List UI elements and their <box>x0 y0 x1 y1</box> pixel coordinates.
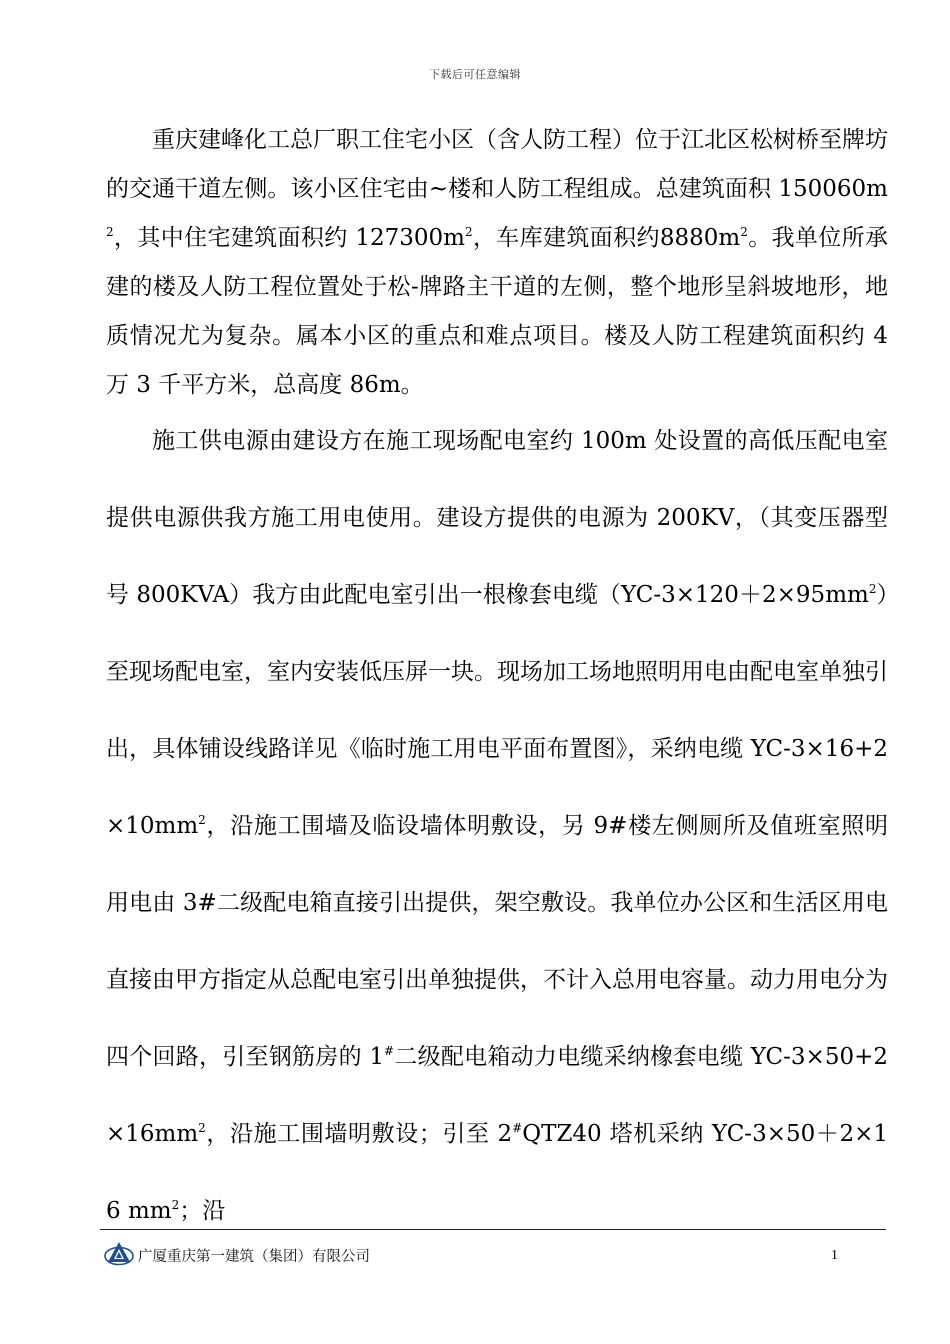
text-run: ；沿 <box>179 1198 226 1224</box>
paragraph-text <box>106 403 888 1250</box>
text-run: ，沿施工围墙及临设墙体明敷设，另 9#楼左侧厕所及值班室照明用电由 3#二级配电箱直接引出提供，架空敷设。我单位办公区和生活区用电直接由甲方指定从总配电室引出单独提供，不计入总用电容量。动力用电分为四个回路，引至钢筋房的 1 <box>106 813 888 1070</box>
text-run: 。我单位所承建的楼及人防工程位置处于松-牌路主干道的左侧，整个地形呈斜坡地形，地质情况尤为复杂。属本小区的重点和难点项目。楼及人防工程建筑面积约 4 万 3 千平方米，总高度 86m。 <box>106 225 889 398</box>
text-run: QTZ40 塔机采纳 YC-3×50＋2×16 mm <box>106 1121 888 1224</box>
superscript: 2 <box>464 225 473 239</box>
text-run: ，沿施工围墙明敷设；引至 2 <box>205 1121 513 1147</box>
text-run: 重庆建峰化工总厂职工住宅小区（含人防工程）位于江北区松树桥至牌坊的交通干道左侧。该小区住宅由~楼和人防工程组成。总建筑面积 150060m <box>106 127 888 202</box>
superscript: # <box>512 1121 523 1135</box>
triangle-mountain-logo-icon <box>104 1240 134 1266</box>
paragraph-text <box>106 116 888 410</box>
company-name: 广厦重庆第一建筑（集团）有限公司 <box>138 1249 370 1265</box>
paragraph-project-overview <box>106 116 888 410</box>
paragraph-power-supply <box>106 403 888 1250</box>
superscript: 2 <box>171 1198 180 1212</box>
superscript: 2 <box>198 813 206 827</box>
text-run: ，车库建筑面积约8880m <box>472 225 741 251</box>
text-run: ，其中住宅建筑面积约 127300m <box>113 225 465 251</box>
superscript: 2 <box>106 225 114 239</box>
page-footer <box>104 1240 890 1270</box>
text-run: 二级配电箱动力电缆采纳橡套电缆 YC-3×50+2×16mm <box>106 1044 888 1147</box>
footer-divider <box>100 1229 886 1230</box>
text-run: 施工供电源由建设方在施工现场配电室约 100m 处设置的高低压配电室提供电源供我方施工用电使用。建设方提供的电源为 200KV，（其变压器型号 800KVA）我方由此配电室引出一根橡套电缆（YC-3×120＋2×95mm <box>106 428 888 608</box>
text-run: ）至现场配电室，室内安装低压屏一块。现场加工场地照明用电由配电室单独引出，具体铺设线路详见《临时施工用电平面布置图》，采纳电缆 YC-3×16+2×10mm <box>106 582 888 839</box>
superscript: 2 <box>198 1121 206 1135</box>
superscript: # <box>384 1044 395 1058</box>
page-header: 下载后可任意编辑 <box>429 68 521 81</box>
superscript: 2 <box>740 225 748 239</box>
page-number: 1 <box>831 1248 838 1263</box>
superscript: 2 <box>868 582 877 596</box>
